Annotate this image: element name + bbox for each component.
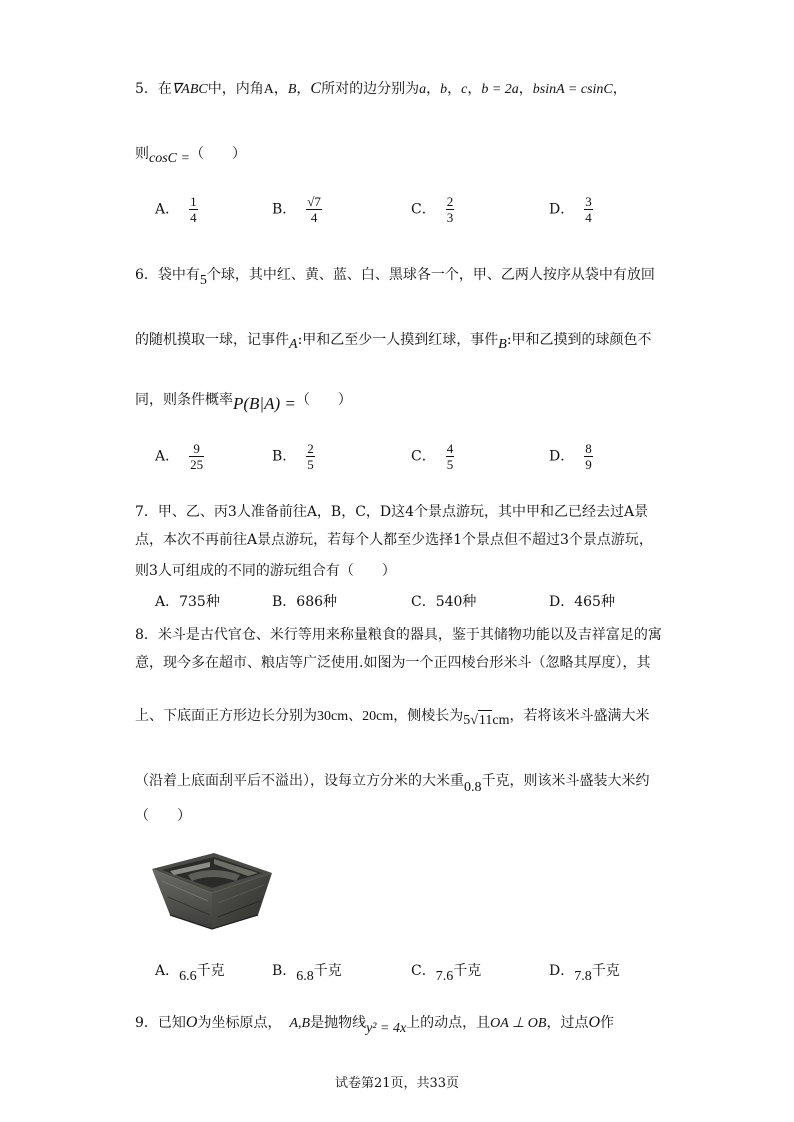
option-fraction <box>189 194 198 225</box>
q6-text: 个球，其中红、黄、蓝、白、黑球各一个，甲、乙两人按序从袋中有放回 <box>206 267 655 283</box>
q8-text: （沿着上底面刮平后不溢出），设每立方分米的大米重 <box>135 773 464 789</box>
option-fraction <box>306 441 315 472</box>
fraction-numerator: 8 <box>585 441 592 456</box>
q8-text: 千克，则该米斗盛装大米约 <box>481 773 650 789</box>
q8-lateral-edge: 5√11cm <box>463 713 509 728</box>
q6-line3 <box>135 389 352 413</box>
q9-text: 9．已知 <box>135 1015 186 1031</box>
q8-text: 、 <box>348 708 363 724</box>
q5-side-b: b <box>440 82 448 97</box>
q5-line2 <box>135 144 246 165</box>
q6-option-b <box>272 441 315 472</box>
q5-sep: ， <box>467 81 482 97</box>
fraction-numerator: √7 <box>307 194 321 209</box>
option-value: 6.8 <box>296 969 314 984</box>
option-label: A． <box>155 201 180 218</box>
fraction-numerator: 3 <box>585 194 592 209</box>
q9-parabola: y² = 4x <box>366 1021 407 1036</box>
q6-text: :甲和乙摸到的球颜色不 <box>506 332 652 348</box>
q5-sep: ， <box>447 81 462 97</box>
q8-option-c <box>411 960 482 984</box>
option-unit: 千克 <box>591 963 620 979</box>
q5-option-b <box>272 194 322 225</box>
option-fraction <box>446 441 455 472</box>
q5-side-a: a <box>419 82 427 97</box>
option-value: 7.8 <box>574 969 592 984</box>
q5-number: 5．在 <box>135 81 172 97</box>
q8-option-b <box>272 960 342 984</box>
q5-option-a <box>155 194 198 225</box>
q5-equation-1: b = 2a <box>481 82 519 97</box>
fraction-denominator: 25 <box>190 457 204 472</box>
q7-option-d: D．465种 <box>549 594 615 610</box>
q9-line1 <box>135 1013 614 1034</box>
option-label: B． <box>272 448 297 465</box>
option-unit: 千克 <box>453 963 482 979</box>
q9-text: ，过点 <box>546 1015 589 1031</box>
q8-density: 0.8 <box>464 780 482 795</box>
option-unit: 千克 <box>196 963 225 979</box>
q5-option-d <box>549 194 593 225</box>
option-label: A． <box>155 448 180 465</box>
q5-answer-paren: （ ） <box>189 146 246 162</box>
q5-cos-c: cosC = <box>149 151 190 166</box>
q8-text: ，侧棱长为 <box>393 708 464 724</box>
fraction-numerator: 2 <box>307 441 314 456</box>
option-label: D． <box>549 201 575 218</box>
q8-line4 <box>135 771 650 795</box>
fraction-denominator: 4 <box>190 210 197 225</box>
q5-triangle: ∇ABC <box>171 82 208 97</box>
page-footer: 试卷第21页，共33页 <box>334 1076 460 1091</box>
option-unit: 千克 <box>313 963 342 979</box>
q8-text: 上、下底面正方形边长分别为 <box>135 708 317 724</box>
q8-line1: 8．米斗是古代官仓、米行等用来称量粮食的器具，鉴于其储物功能以及吉祥富足的寓 <box>135 627 662 643</box>
q6-option-d <box>549 441 593 472</box>
rice-measure-image <box>148 845 274 931</box>
option-value: 6.6 <box>179 969 197 984</box>
q7-option-a: A．735种 <box>155 594 220 610</box>
option-label: C． <box>411 201 436 218</box>
q7-line2: 点，本次不再前往A景点游玩，若每个人都至少选择1个景点但不超过3个景点游玩， <box>135 532 653 548</box>
q9-perpendicular: OA ⊥ OB <box>490 1016 547 1031</box>
q5-sep: ， <box>296 81 311 97</box>
option-value: 7.6 <box>435 969 454 984</box>
option-label: D． <box>549 448 575 465</box>
q5-angle-a: A <box>263 82 274 97</box>
q7-line3: 则3人可组成的不同的游玩组合有（ ） <box>135 563 396 579</box>
q5-sep: ， <box>518 81 533 97</box>
q5-side-c: c <box>461 82 468 97</box>
q8-lateral-coef: 5 <box>463 713 471 728</box>
option-label: C． <box>411 963 436 979</box>
fraction-numerator: 9 <box>189 441 204 457</box>
q7-line1: 7．甲、乙、丙3人准备前往A，B，C，D这4个景点游玩，其中甲和乙已经去过A景 <box>135 504 649 520</box>
q5-sep: ， <box>612 81 627 97</box>
q5-equation-2: bsinA = csinC <box>532 82 613 97</box>
q8-line3 <box>135 706 650 727</box>
fraction-numerator: 4 <box>446 441 454 456</box>
q8-bottom-edge: 20cm <box>362 709 394 724</box>
q6-event-b: B <box>498 337 507 352</box>
q6-count: 5 <box>199 273 207 288</box>
option-fraction <box>584 194 593 225</box>
q9-text: 为坐标原点， <box>197 1015 282 1031</box>
q7-option-b: B．686种 <box>272 594 338 610</box>
q9-text: 上的动点，且 <box>406 1015 491 1031</box>
option-label: B． <box>272 963 297 979</box>
q6-answer-paren: （ ） <box>295 392 352 408</box>
option-fraction <box>189 441 204 472</box>
q7-option-c: C．540种 <box>411 594 477 610</box>
q6-text: 的随机摸取一球，记事件 <box>135 332 289 348</box>
q8-option-a <box>155 960 225 984</box>
fraction-denominator: 9 <box>585 457 592 472</box>
fraction-denominator: 4 <box>310 210 318 225</box>
fraction-denominator: 4 <box>585 210 592 225</box>
q8-line5: （ ） <box>135 808 191 824</box>
q6-line1 <box>135 265 655 286</box>
option-label: B． <box>272 201 297 218</box>
option-label: C． <box>411 448 436 465</box>
q6-option-c <box>411 441 454 472</box>
q5-text: 所对的边分别为 <box>321 81 420 97</box>
q6-text: 6．袋中有 <box>135 267 200 283</box>
q6-text: :甲和乙至少一人摸到红球，事件 <box>297 332 499 348</box>
option-fraction <box>584 441 593 472</box>
q9-text: 是抛物线 <box>310 1015 367 1031</box>
fraction-denominator: 5 <box>446 457 454 472</box>
option-label: A． <box>155 963 180 979</box>
fraction-numerator: 2 <box>446 194 454 209</box>
q8-lateral-radicand: 11 <box>478 710 492 731</box>
option-label: D． <box>549 963 575 979</box>
q5-option-c <box>411 194 454 225</box>
q8-option-d <box>549 960 620 984</box>
q9-points: A,B <box>289 1016 311 1031</box>
q5-angle-b: B <box>287 82 297 97</box>
q6-text: 同，则条件概率 <box>135 392 233 408</box>
fraction-denominator: 5 <box>307 457 314 472</box>
q5-angle-c: C <box>310 80 322 97</box>
fraction-numerator: 1 <box>190 194 197 209</box>
option-fraction <box>446 194 455 225</box>
q5-text: 则 <box>135 146 149 162</box>
q9-text: 作 <box>600 1015 615 1031</box>
q8-line2: 意，现今多在超市、粮店等广泛使用.如图为一个正四棱台形米斗（忽略其厚度），其 <box>135 655 651 671</box>
q8-lateral-unit: cm <box>492 713 510 728</box>
q6-option-a <box>155 441 204 472</box>
option-fraction <box>306 194 322 225</box>
q9-origin: O <box>588 1014 601 1031</box>
q6-conditional-prob: P(B|A) = <box>233 394 296 413</box>
q5-sep: ， <box>426 81 441 97</box>
q8-text: ，若将该米斗盛满大米 <box>509 708 650 724</box>
q6-line2 <box>135 330 652 351</box>
q8-top-edge: 30cm <box>317 709 349 724</box>
q6-event-a: A <box>289 337 298 352</box>
q5-line1 <box>135 79 627 100</box>
fraction-denominator: 3 <box>446 210 454 225</box>
q5-sep: ， <box>273 81 288 97</box>
q5-text: 中，内角 <box>207 81 264 97</box>
q9-origin: O <box>185 1014 198 1031</box>
